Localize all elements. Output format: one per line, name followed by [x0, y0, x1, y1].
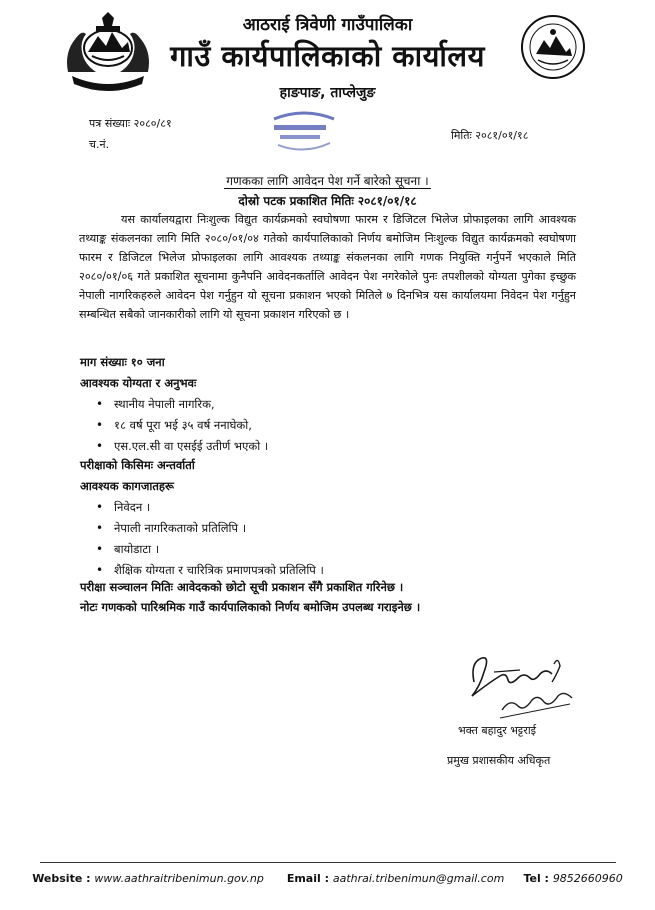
website-label: Website :: [32, 872, 91, 885]
salary-note: नोटः गणकको पारिश्रमिक गाउँ कार्यपालिकाको निर्णय बमोजिम उपलब्ध गराइनेछ ।: [80, 600, 421, 614]
qualification-list: [96, 394, 268, 457]
dispatch-number: च.नं.: [89, 138, 110, 151]
office-address: हाङपाङ, ताप्लेजुङ: [279, 85, 376, 101]
email-label: Email :: [286, 872, 329, 885]
office-stamp-icon: [268, 109, 340, 153]
office-title: गाउँ कार्यपालिकाको कार्यालय: [170, 39, 485, 73]
list-item: • एस.एल.सी वा एसईई उतीर्ण भएको ।: [96, 436, 268, 457]
list-item: • १८ वर्ष पूरा भई ३५ वर्ष ननाघेको,: [96, 415, 268, 436]
qualification-heading: आवश्यक योग्यता र अनुभवः: [80, 376, 197, 390]
documents-list: [96, 497, 324, 581]
demand-count: माग संख्याः १० जना: [80, 355, 165, 369]
list-item: • शैक्षिक योग्यता र चारित्रिक प्रमाणपत्रको प्रतिलिपि ।: [96, 560, 324, 581]
footer-divider: [40, 862, 616, 863]
tel-number: 9852660960: [552, 872, 623, 885]
publication-date: दोस्रो पटक प्रकाशित मितिः २०८१/०१/१८: [238, 194, 417, 208]
exam-date: परीक्षा सञ्चालन मितिः आवेदकको छोटो सूची प्रकाशन सँगै प्रकाशित गरिनेछ ।: [80, 580, 404, 594]
letter-date: मितिः २०८१/०१/१८: [451, 129, 529, 142]
signatory-designation: प्रमुख प्रशासकीय अधिकृत: [447, 754, 551, 767]
tel-label: Tel :: [523, 872, 549, 885]
website-link[interactable]: www.aathraitribenimun.gov.np: [94, 872, 264, 885]
list-item: • नेपाली नागरिकताको प्रतिलिपि ।: [96, 518, 324, 539]
notice-subject: गणकका लागि आवेदन पेश गर्ने बारेको सूचना ।: [226, 174, 429, 188]
email-link[interactable]: aathrai.tribenimun@gmail.com: [332, 872, 505, 885]
letter-number: पत्र संख्याः २०८०/८१: [89, 117, 172, 130]
list-item: • निवेदन ।: [96, 497, 324, 518]
footer-contact: [0, 872, 655, 885]
notice-body: यस कार्यालयद्वारा निःशुल्क विद्युत कार्यक्रमको स्वघोषणा फारम र डिजिटल भिलेज प्रोफाइलका लागि आवश्यक तथ्याङ्क संकलनका लागि मिति २०८०/०१/०४ गतेको कार्यपालिकाको निर्णय बमोजिम निःशुल्क विद्युत कार्यक्रमको स्वघोषणा फारम र डिजिटल भिलेज प्रोफाइलका लागि आवश्यक तथ्याङ्क संकलनका लागि गणक नियुक्ति गर्नुपर्ने भएकाले मिति २०८०/०१/०६ गते प्रकाशित सूचनामा कुनैपनि आवेदनकर्तालि आवेदन पेश नगरेकोले पुनः तपशीलको योग्यता पुगेका इच्छुक नेपाली नागरिकहरुले आवेदन पेश गर्नुहुन यो सूचना प्रकाशन भएको मितिले ७ दिनभित्र यस कार्यालयमा निवेदन पेश गर्नुहुन सम्बन्धित सबैको जानकारीको लागि यो सूचना प्रकाशन गरिएको छ ।: [79, 213, 576, 321]
signatory-name: भक्त बहादुर भट्टराई: [458, 724, 537, 737]
list-item: • बायोडाटा ।: [96, 539, 324, 560]
documents-heading: आवश्यक कागजातहरू: [80, 479, 174, 493]
exam-type: परीक्षाको किसिमः अन्तर्वार्ता: [80, 458, 195, 472]
list-item: • स्थानीय नेपाली नागरिक,: [96, 394, 268, 415]
signature-icon: [460, 652, 580, 724]
municipality-name: आठराई त्रिवेणी गाउँपालिका: [242, 15, 413, 35]
